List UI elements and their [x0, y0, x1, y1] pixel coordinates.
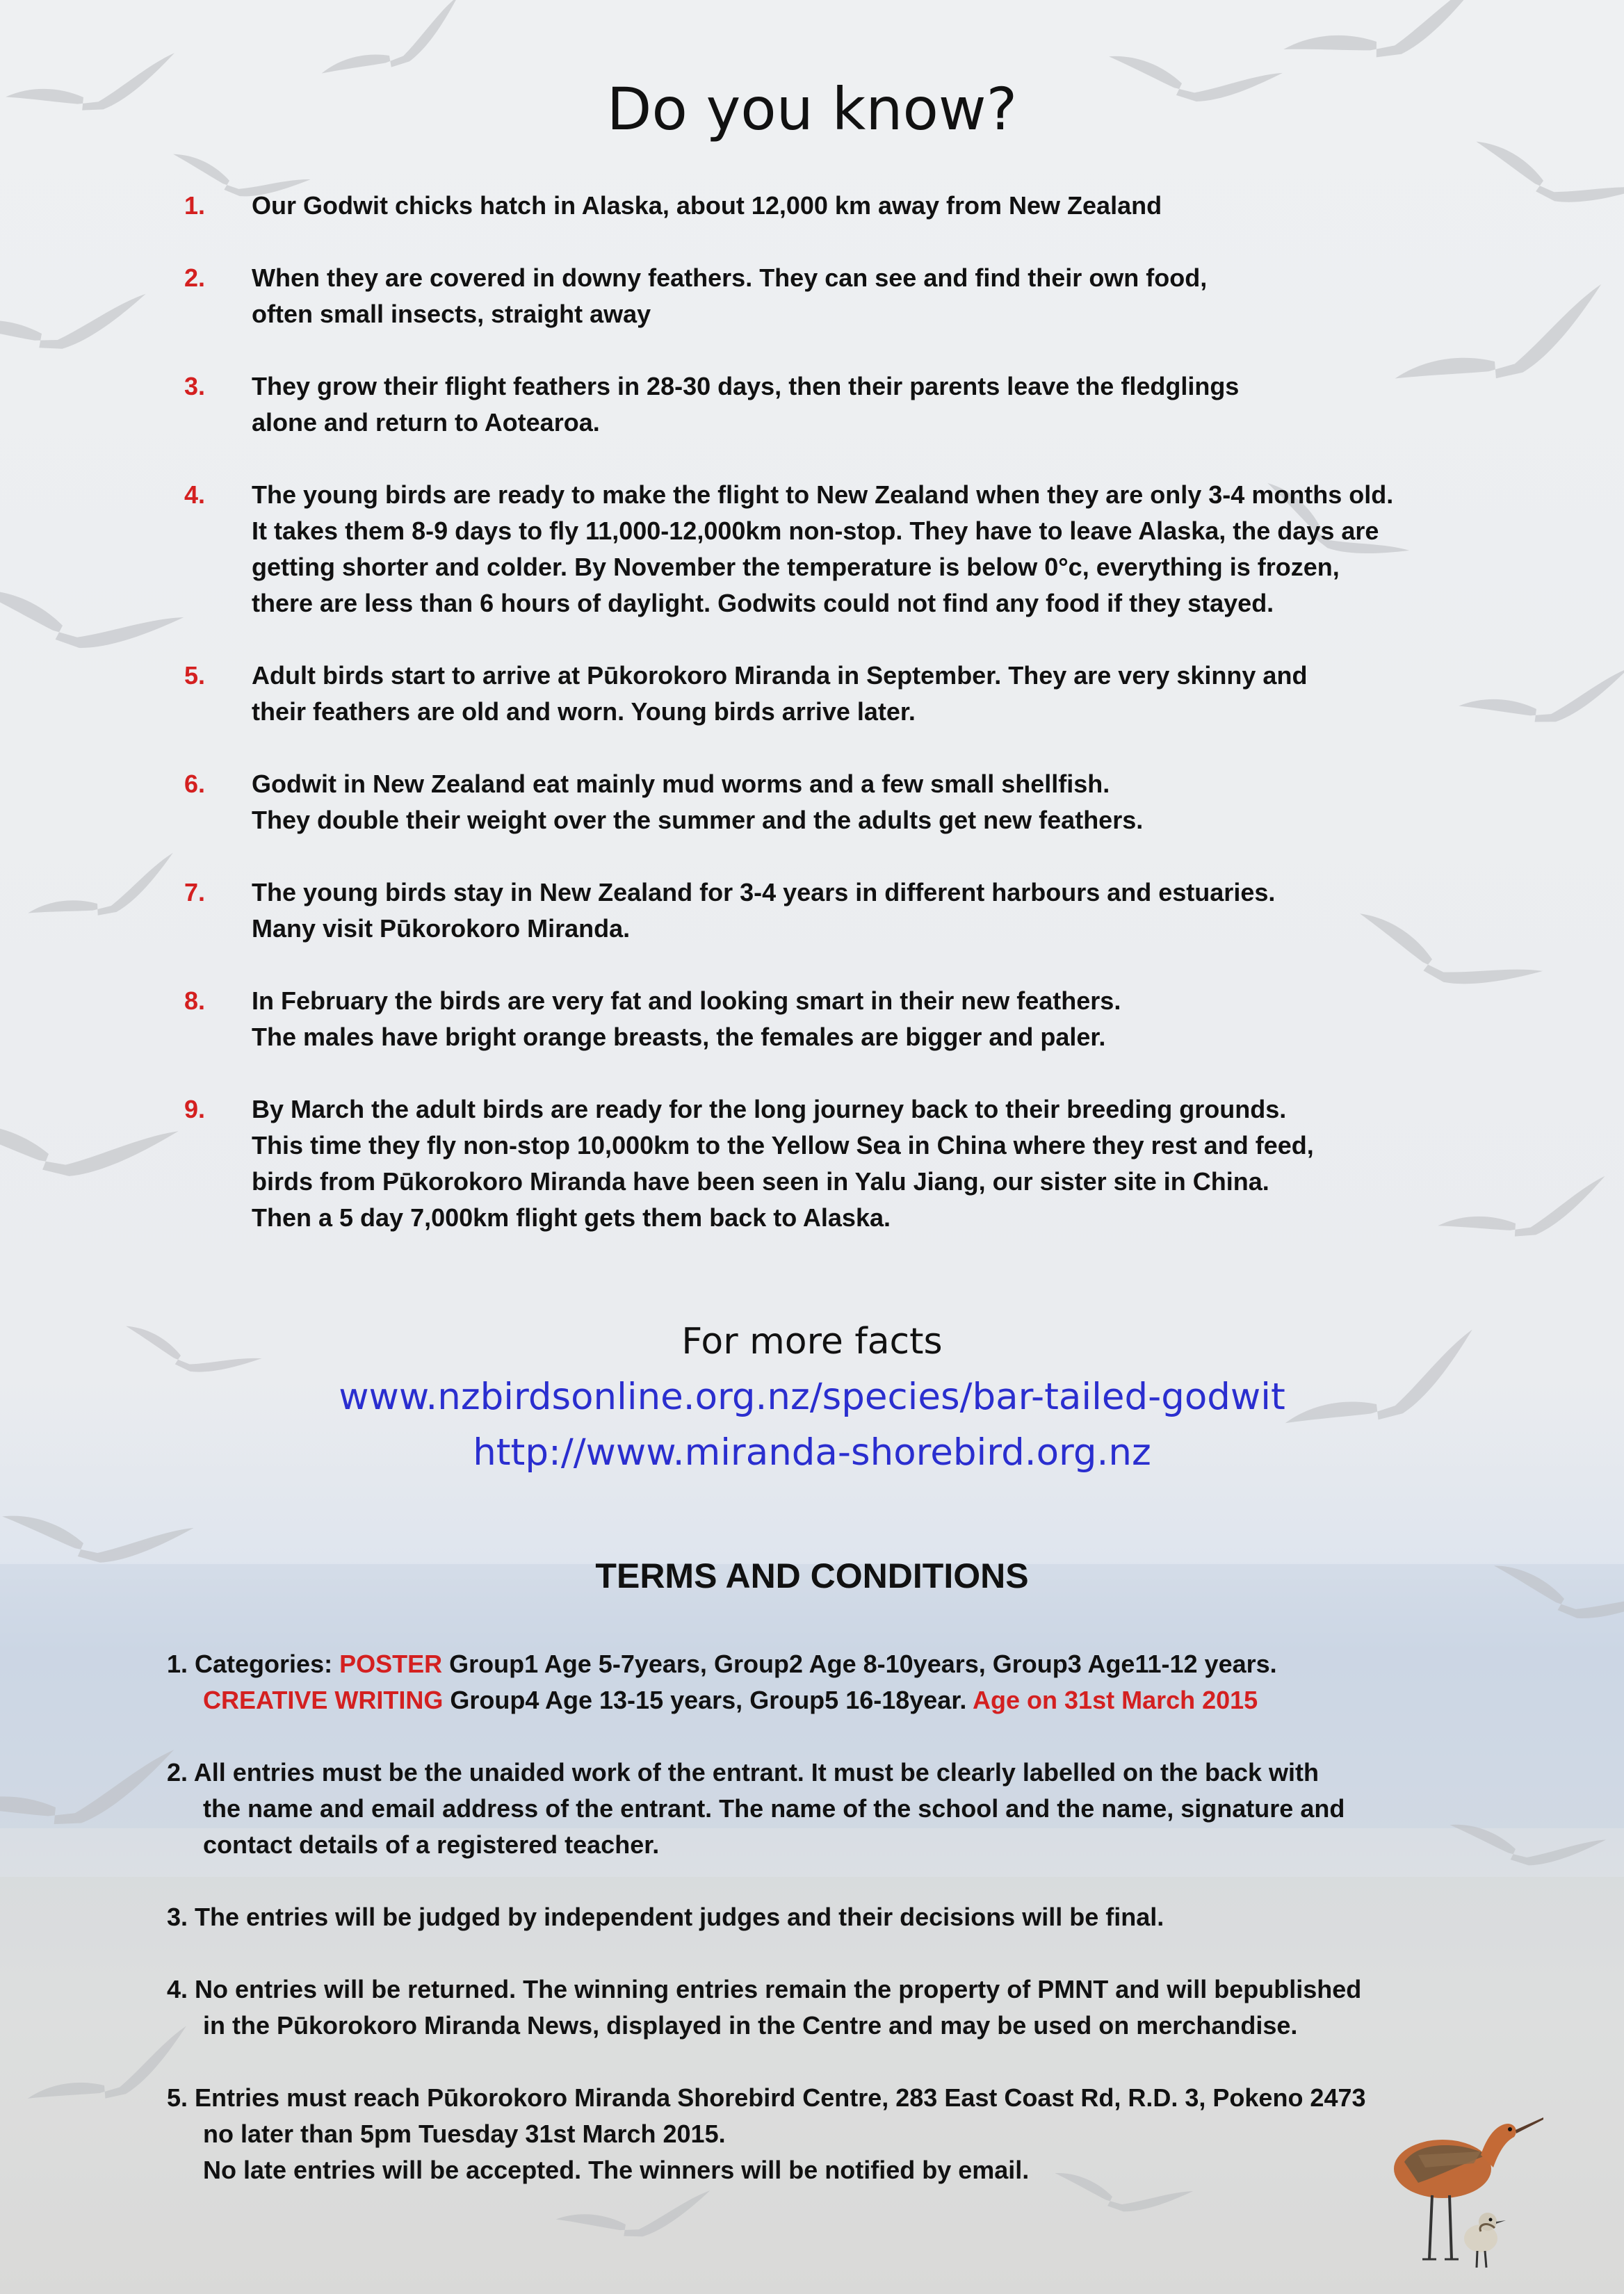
term-text: [167, 1646, 1488, 1682]
fact-text: Adult birds start to arrive at Pūkorokoro Miranda in September. They are very skinny and: [252, 661, 1308, 690]
nzbirdsonline-link[interactable]: www.nzbirdsonline.org.nz/species/bar-tailed-godwit: [339, 1376, 1285, 1418]
term-text-segment: Group1 Age 5-7years, Group2 Age 8-10years, Group3 Age11-12 years.: [442, 1650, 1277, 1678]
term-text: 3. The entries will be judged by independent judges and their decisions will be final.: [167, 1903, 1164, 1931]
term-item: [167, 1646, 1488, 1718]
fact-text: The young birds stay in New Zealand for 3-4 years in different harbours and estuaries.: [252, 878, 1276, 906]
facts-list: [184, 188, 1505, 1272]
term-item: [167, 2080, 1488, 2188]
more-facts-section: [0, 1314, 1624, 1481]
fact-text: They double their weight over the summer and the adults get new feathers.: [252, 806, 1144, 834]
term-text: 5. Entries must reach Pūkorokoro Miranda Shorebird Centre, 283 East Coast Rd, R.D. 3, Pokeno 2473: [167, 2083, 1366, 2112]
fact-item: [184, 260, 1505, 332]
term-text: no later than 5pm Tuesday 31st March 2015.: [203, 2120, 726, 2148]
fact-text: In February the birds are very fat and looking smart in their new feathers.: [252, 986, 1121, 1015]
fact-number: 3.: [184, 372, 206, 400]
age-cutoff-note: Age on 31st March 2015: [973, 1686, 1258, 1714]
fact-number: 9.: [184, 1095, 206, 1123]
fact-number: 8.: [184, 986, 206, 1015]
miranda-shorebird-link[interactable]: http://www.miranda-shorebird.org.nz: [473, 1431, 1151, 1474]
fact-item: [184, 658, 1505, 730]
term-text: 2. All entries must be the unaided work of the entrant. It must be clearly labelled on the back with: [167, 1758, 1320, 1787]
term-text: in the Pūkorokoro Miranda News, displayed in the Centre and may be used on merchandise.: [203, 2011, 1298, 2040]
fact-text: By March the adult birds are ready for the long journey back to their breeding grounds.: [252, 1095, 1287, 1123]
term-item: [167, 1755, 1488, 1863]
term-text-segment: Group4 Age 13-15 years, Group5 16-18year.: [443, 1686, 973, 1714]
fact-text: It takes them 8-9 days to fly 11,000-12,000km non-stop. They have to leave Alaska, the days are: [252, 516, 1379, 545]
terms-list: [167, 1646, 1488, 2224]
term-item: [167, 1899, 1488, 1935]
category-poster-label: POSTER: [339, 1650, 443, 1678]
term-text: [167, 1682, 1488, 1718]
fact-text: Many visit Pūkorokoro Miranda.: [252, 914, 631, 943]
page-title: Do you know?: [606, 75, 1018, 143]
godwit-illustration: [1377, 2085, 1543, 2273]
fact-number: 1.: [184, 191, 206, 220]
fact-item: [184, 766, 1505, 838]
terms-heading: TERMS AND CONDITIONS: [595, 1556, 1029, 1595]
fact-number: 6.: [184, 770, 206, 798]
fact-item: [184, 188, 1505, 224]
fact-item: [184, 875, 1505, 947]
fact-text: When they are covered in downy feathers. They can see and find their own food,: [252, 263, 1208, 292]
fact-text: The young birds are ready to make the flight to New Zealand when they are only 3-4 months old.: [252, 480, 1394, 509]
term-text: No late entries will be accepted. The winners will be notified by email.: [203, 2156, 1030, 2184]
fact-number: 7.: [184, 878, 206, 906]
fact-item: [184, 983, 1505, 1055]
fact-text: This time they fly non-stop 10,000km to the Yellow Sea in China where they rest and feed,: [252, 1131, 1314, 1160]
term-text: the name and email address of the entrant. The name of the school and the name, signature and: [203, 1794, 1345, 1823]
fact-text: getting shorter and colder. By November the temperature is below 0°c, everything is frozen,: [252, 553, 1340, 581]
fact-text: Then a 5 day 7,000km flight gets them back to Alaska.: [252, 1203, 891, 1232]
fact-number: 2.: [184, 263, 206, 292]
fact-item: [184, 477, 1505, 621]
fact-text: The males have bright orange breasts, the females are bigger and paler.: [252, 1023, 1106, 1051]
fact-item: [184, 1091, 1505, 1236]
fact-number: 4.: [184, 480, 206, 509]
fact-text: birds from Pūkorokoro Miranda have been seen in Yalu Jiang, our sister site in China.: [252, 1167, 1269, 1196]
fact-text: there are less than 6 hours of daylight. Godwits could not find any food if they stayed.: [252, 589, 1274, 617]
term-item: [167, 1971, 1488, 2044]
category-creative-writing-label: CREATIVE WRITING: [203, 1686, 444, 1714]
term-text: 4. No entries will be returned. The winning entries remain the property of PMNT and will bepublished: [167, 1975, 1362, 2003]
more-facts-label: For more facts: [681, 1321, 943, 1362]
fact-text: alone and return to Aotearoa.: [252, 408, 600, 437]
fact-text: Godwit in New Zealand eat mainly mud worms and a few small shellfish.: [252, 770, 1110, 798]
fact-text: often small insects, straight away: [252, 300, 651, 328]
term-text-segment: 1. Categories:: [167, 1650, 340, 1678]
fact-text: Our Godwit chicks hatch in Alaska, about 12,000 km away from New Zealand: [252, 191, 1162, 220]
fact-text: They grow their flight feathers in 28-30 days, then their parents leave the fledglings: [252, 372, 1240, 400]
fact-item: [184, 368, 1505, 441]
fact-text: their feathers are old and worn. Young birds arrive later.: [252, 697, 916, 726]
fact-number: 5.: [184, 661, 206, 690]
term-text: contact details of a registered teacher.: [203, 1830, 660, 1859]
